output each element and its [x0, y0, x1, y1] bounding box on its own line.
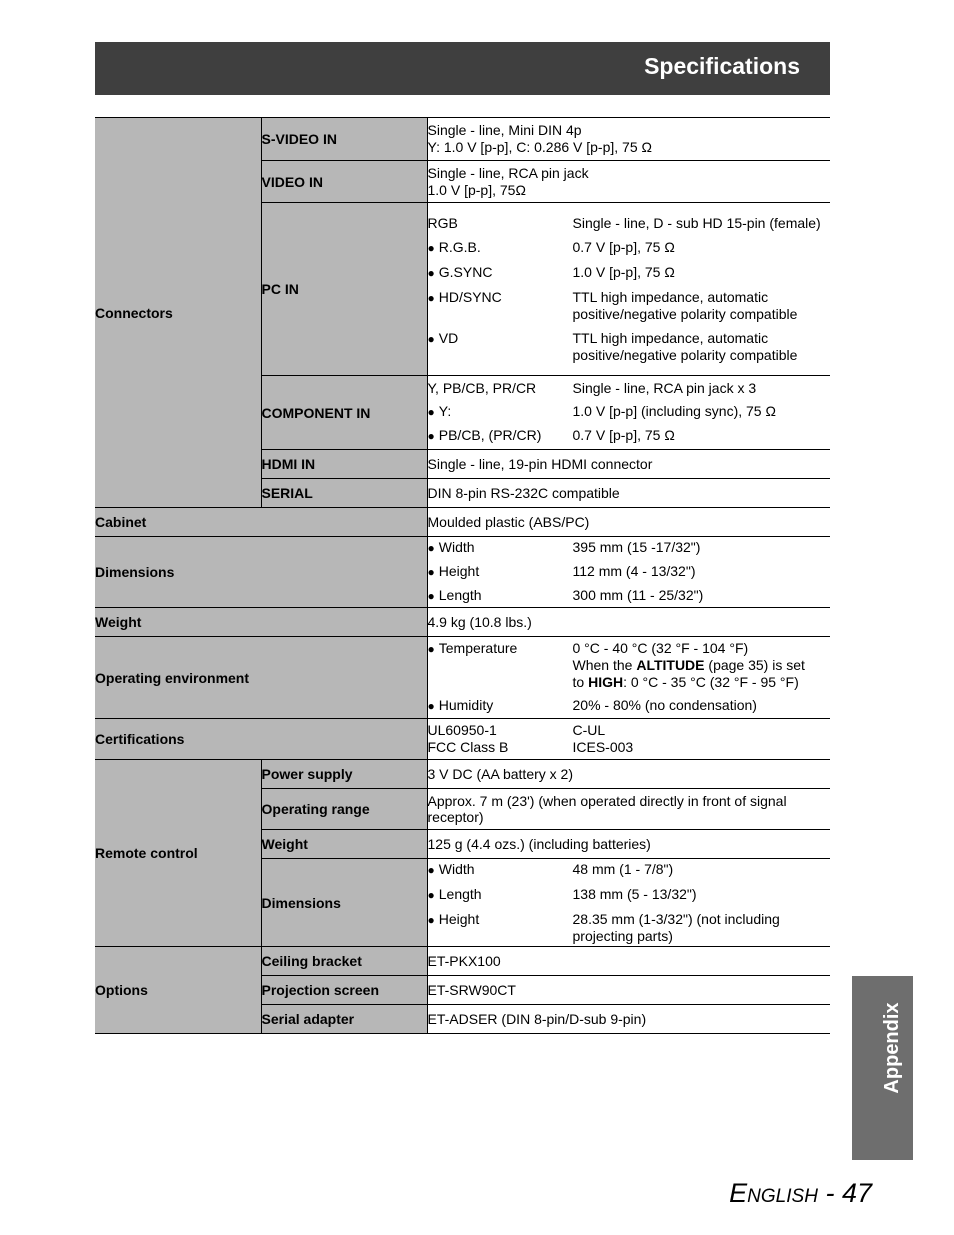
- component-in-row: [428, 427, 831, 445]
- component-in-val: 1.0 V [p-p] (including sync), 75 Ω: [572, 403, 776, 419]
- dimensions-key: ● Height: [428, 563, 573, 581]
- hdmi-in-value: Single - line, 19-pin HDMI connector: [427, 450, 830, 479]
- row-label-s-video-in: S-VIDEO IN: [261, 118, 427, 161]
- remote-dimensions-key: ● Length: [428, 886, 573, 904]
- appendix-tab-label: Appendix: [881, 1002, 903, 1094]
- remote-dimensions-row: [428, 886, 831, 904]
- temperature-row: [428, 640, 831, 691]
- row-label-operating-environment: Operating environment: [95, 637, 427, 719]
- certification-key: FCC Class B: [427, 739, 509, 755]
- s-video-in-line1: Single - line, Mini DIN 4p: [427, 122, 582, 138]
- temperature-range: 0 °C - 40 °C (32 °F - 104 °F): [572, 640, 749, 656]
- pc-in-val: 0.7 V [p-p], 75 Ω: [572, 238, 675, 255]
- certification-val: C-UL: [572, 722, 606, 738]
- row-label-serial: SERIAL: [261, 479, 427, 508]
- serial-adapter-value: ET-ADSER (DIN 8-pin/D-sub 9-pin): [427, 1005, 830, 1034]
- high-keyword: HIGH: [588, 674, 624, 690]
- specifications-table: [95, 117, 830, 1034]
- table-row: [95, 760, 830, 789]
- humidity-row: [428, 697, 831, 715]
- pc-in-row: [428, 239, 831, 257]
- table-row: [95, 719, 830, 760]
- projection-screen-value: ET-SRW90CT: [427, 976, 830, 1005]
- video-in-value: [427, 161, 830, 203]
- pc-in-key: ● HD/SYNC: [428, 289, 573, 323]
- row-label-video-in: VIDEO IN: [261, 161, 427, 203]
- row-label-remote-dimensions: Dimensions: [261, 859, 427, 947]
- appendix-side-tab: [852, 976, 913, 1160]
- operating-range-value: Approx. 7 m (23') (when operated directly in front of signal receptor): [427, 789, 830, 830]
- remote-weight-value: 125 g (4.4 ozs.) (including batteries): [427, 830, 830, 859]
- row-label-power-supply: Power supply: [261, 760, 427, 789]
- row-label-pc-in: PC IN: [261, 203, 427, 376]
- certifications-row: [428, 739, 831, 756]
- pc-in-row: [428, 215, 831, 232]
- serial-value: DIN 8-pin RS-232C compatible: [427, 479, 830, 508]
- remote-dimensions-val: 28.35 mm (1-3/32") (not including projecting parts): [572, 910, 780, 944]
- pc-in-row: [428, 289, 831, 323]
- dimensions-value: [427, 537, 830, 608]
- component-in-key: ● PB/CB, (PR/CR): [428, 427, 573, 445]
- temperature-value: [573, 640, 831, 691]
- weight-value: 4.9 kg (10.8 lbs.): [427, 608, 830, 637]
- pc-in-row: [428, 264, 831, 282]
- dimensions-val: 395 mm (15 -17/32"): [572, 539, 701, 555]
- certifications-row: [428, 722, 831, 739]
- certification-key: UL60950-1: [427, 722, 497, 738]
- pc-in-key: RGB: [427, 214, 458, 231]
- row-label-dimensions: Dimensions: [95, 537, 427, 608]
- certification-val: ICES-003: [572, 739, 634, 755]
- pc-in-key: ● G.SYNC: [428, 264, 573, 282]
- humidity-key: ● Humidity: [428, 697, 573, 715]
- video-in-line2: 1.0 V [p-p], 75Ω: [427, 181, 526, 198]
- table-row: [95, 118, 830, 161]
- cabinet-value: Moulded plastic (ABS/PC): [427, 508, 830, 537]
- footer-separator: -: [825, 1178, 835, 1208]
- dimensions-val: 300 mm (11 - 25/32"): [572, 587, 704, 603]
- dimensions-key: ● Width: [428, 539, 573, 557]
- pc-in-val: TTL high impedance, automatic positive/negative polarity compatible: [572, 329, 798, 363]
- footer-language: English: [729, 1178, 818, 1208]
- component-in-value: [427, 376, 830, 450]
- component-in-row: [428, 380, 831, 397]
- video-in-line1: Single - line, RCA pin jack: [427, 164, 589, 181]
- table-row: [95, 637, 830, 719]
- s-video-in-line2: Y: 1.0 V [p-p], C: 0.286 V [p-p], 75 Ω: [427, 139, 652, 155]
- humidity-value: 20% - 80% (no condensation): [572, 697, 757, 713]
- row-label-weight: Weight: [95, 608, 427, 637]
- page-title: Specifications: [644, 53, 800, 79]
- temperature-note-text: to: [572, 674, 589, 690]
- row-label-cabinet: Cabinet: [95, 508, 427, 537]
- pc-in-value: [427, 203, 830, 376]
- temperature-note-text: (page 35) is set: [704, 657, 805, 673]
- dimensions-row: [428, 587, 831, 605]
- table-row: [95, 537, 830, 608]
- pc-in-row: [428, 330, 831, 364]
- row-label-remote-control: Remote control: [95, 760, 261, 947]
- certifications-value: [427, 719, 830, 760]
- dimensions-row: [428, 539, 831, 557]
- dimensions-row: [428, 563, 831, 581]
- row-label-projection-screen: Projection screen: [261, 976, 427, 1005]
- remote-dimensions-key: ● Height: [428, 911, 573, 945]
- page-number: 47: [841, 1178, 872, 1208]
- remote-dimensions-row: [428, 861, 831, 879]
- pc-in-val: Single - line, D - sub HD 15-pin (female): [572, 214, 821, 231]
- table-row: [95, 608, 830, 637]
- row-label-certifications: Certifications: [95, 719, 427, 760]
- temperature-note-text: : 0 °C - 35 °C (32 °F - 95 °F): [623, 674, 799, 690]
- row-label-options: Options: [95, 947, 261, 1034]
- temperature-key: ● Temperature: [428, 640, 573, 691]
- pc-in-val: TTL high impedance, automatic positive/negative polarity compatible: [572, 288, 798, 322]
- altitude-keyword: ALTITUDE: [636, 657, 705, 673]
- row-label-ceiling-bracket: Ceiling bracket: [261, 947, 427, 976]
- s-video-in-value: [427, 118, 830, 161]
- power-supply-value: 3 V DC (AA battery x 2): [427, 760, 830, 789]
- remote-dimensions-value: [427, 859, 830, 947]
- component-in-val: 0.7 V [p-p], 75 Ω: [572, 427, 675, 443]
- component-in-val: Single - line, RCA pin jack x 3: [572, 380, 757, 396]
- ceiling-bracket-value: ET-PKX100: [427, 947, 830, 976]
- temperature-note-text: When the: [572, 657, 637, 673]
- pc-in-val: 1.0 V [p-p], 75 Ω: [572, 263, 675, 280]
- page-footer: [729, 1178, 872, 1209]
- row-label-remote-weight: Weight: [261, 830, 427, 859]
- table-row: [95, 947, 830, 976]
- remote-dimensions-val: 138 mm (5 - 13/32"): [572, 885, 697, 902]
- operating-environment-value: [427, 637, 830, 719]
- component-in-row: [428, 403, 831, 421]
- row-label-operating-range: Operating range: [261, 789, 427, 830]
- component-in-key: ● Y:: [428, 403, 573, 421]
- remote-dimensions-row: [428, 911, 831, 945]
- pc-in-key: ● R.G.B.: [428, 239, 573, 257]
- row-label-connectors: Connectors: [95, 118, 261, 508]
- dimensions-key: ● Length: [428, 587, 573, 605]
- row-label-component-in: COMPONENT IN: [261, 376, 427, 450]
- pc-in-key: ● VD: [428, 330, 573, 364]
- page-header-bar: [95, 42, 830, 95]
- component-in-key: Y, PB/CB, PR/CR: [427, 380, 537, 396]
- remote-dimensions-val: 48 mm (1 - 7/8"): [572, 860, 674, 877]
- row-label-serial-adapter: Serial adapter: [261, 1005, 427, 1034]
- row-label-hdmi-in: HDMI IN: [261, 450, 427, 479]
- remote-dimensions-key: ● Width: [428, 861, 573, 879]
- table-row: [95, 508, 830, 537]
- dimensions-val: 112 mm (4 - 13/32"): [572, 563, 696, 579]
